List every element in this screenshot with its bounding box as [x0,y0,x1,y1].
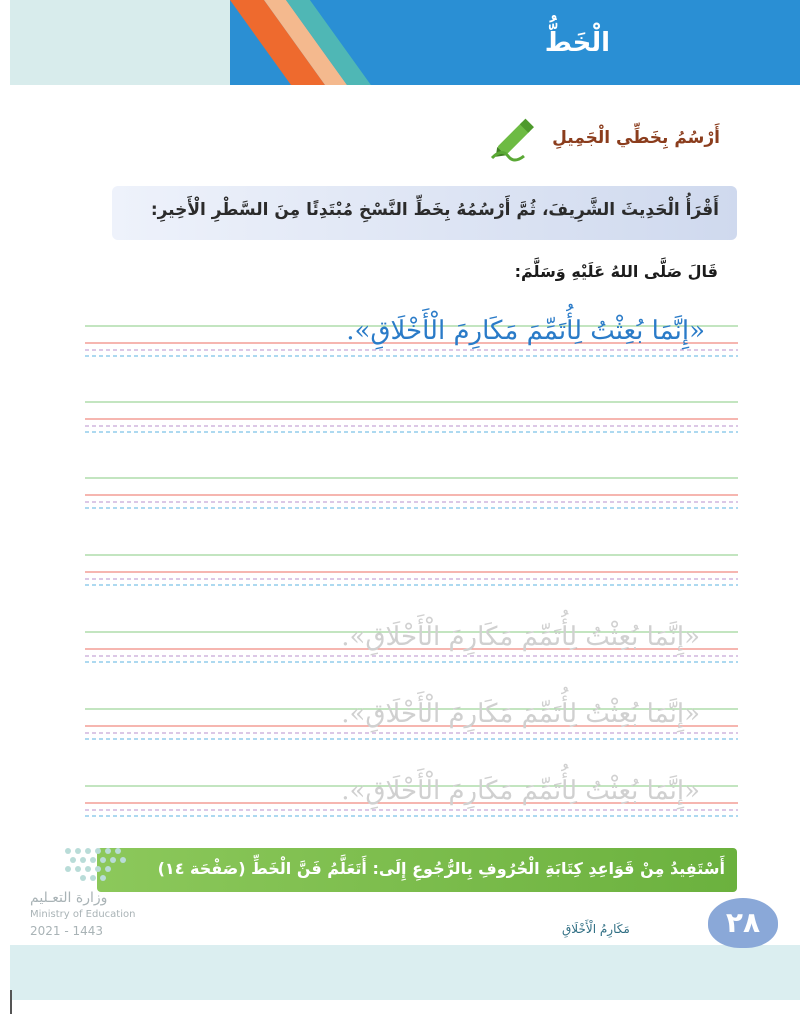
instruction-text: أَقْرَأُ الْحَدِيثَ الشَّرِيفَ، ثُمَّ أَرْسُمُهُ بِخَطِّ النَّسْخِ مُبْتَدِئًا مِنَ السَّطْرِ الْأَخِيرِ: [150,200,719,220]
ministry-name-arabic: وزارة التعـليم [30,890,108,906]
margin-mark [10,990,12,1014]
ministry-name-english: Ministry of Education [30,909,136,920]
hadith-trace-line-2: «إِنَّمَا بُعِثْتُ لِأُتَمِّمَ مَكَارِمَ الْأَخْلَاقِ». [341,699,700,729]
page-number: ٢٨ [708,898,778,948]
tip-text: أَسْتَفِيدُ مِنْ قَوَاعِدِ كِتَابَةِ الْحُرُوفِ بِالرُّجُوعِ إِلَى: أَتَعَلَّمُ فَنَّ الْخَطِّ (صَفْحَة ١٤) [157,859,725,878]
hadith-model-text: «إِنَّمَا بُعِثْتُ لِأُتَمِّمَ مَكَارِمَ الْأَخْلَاقِ». [346,316,705,346]
hadith-trace-line-3: «إِنَّمَا بُعِثْتُ لِأُتَمِّمَ مَكَارِمَ الْأَخْلَاقِ». [341,776,700,806]
ministry-logo-icon [62,845,132,885]
ministry-year: 2021 - 1443 [30,924,104,938]
tip-bar [97,848,737,892]
speaker-line: قَالَ صَلَّى اللهُ عَلَيْهِ وَسَلَّمَ: [514,262,718,281]
section-title: أَرْسُمُ بِخَطِّي الْجَمِيلِ [552,128,720,148]
unit-label: مَكَارِمُ الْأَخْلَاقِ [562,922,630,936]
footer-band [10,945,800,1000]
page-title: الْخَطُّ [544,28,610,58]
hadith-trace-line-1: «إِنَّمَا بُعِثْتُ لِأُتَمِّمَ مَكَارِمَ الْأَخْلَاقِ». [341,622,700,652]
